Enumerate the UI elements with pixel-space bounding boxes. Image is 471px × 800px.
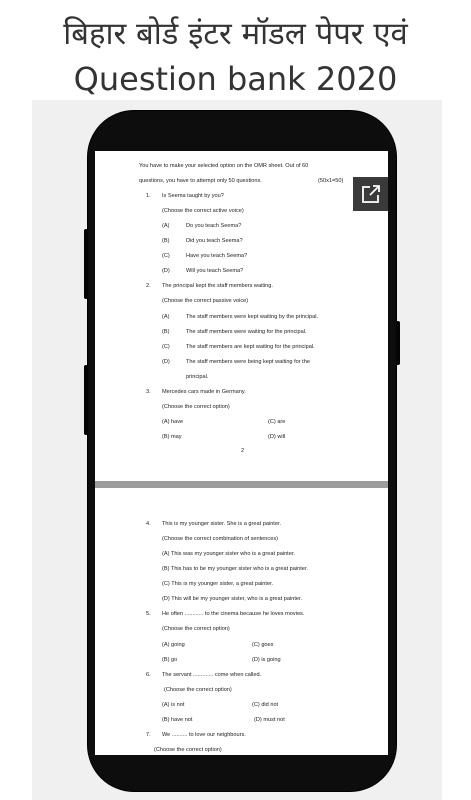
option-text: Did you teach Seema? [186,238,243,244]
option-key: (B) [162,238,170,244]
marks: (50x1=50) [318,178,344,184]
option-key: (D) [162,268,170,274]
option-key: (C) [162,253,170,259]
question-text: He often ............ to the cinema because he loves movies. [162,611,305,617]
option: (C) did not [252,702,279,708]
page-number: 2 [241,448,245,454]
intro-line: You have to make your selected option on the OMR sheet. Out of 60 [139,163,309,169]
question-instruction: (Choose the correct option) [162,404,230,410]
question-number: 3. [146,389,151,395]
option-key: (D) [162,359,170,365]
option-key: (A) [162,223,170,229]
question-text: This is my younger sister. She is a great painter. [162,521,282,527]
page-separator [95,481,388,488]
option-key: (A) [162,314,170,320]
open-external-icon [353,177,388,211]
option-text: Have you teach Seema? [186,253,248,259]
question-instruction: (Choose the correct option) [154,747,222,753]
option: (A) is not [162,702,185,708]
question-instruction: (Choose the correct active voice) [162,208,244,214]
option: (D) is going [252,657,281,663]
question-text: The principal kept the staff members waiting. [162,283,273,289]
question-instruction: (Choose the correct passive voice) [162,298,249,304]
question-text: Mercedes cars made in Germany. [162,389,246,395]
option: (C) This is my younger sister, a great painter. [162,581,274,587]
question-text: Is Seema taught by you? [162,193,224,199]
option: (B) This has to be my younger sister who is a great painter. [162,566,309,572]
question-text: We .......... to love our neighbours. [162,732,246,738]
option: (B) go [162,657,178,663]
option: (A) going [162,642,185,648]
question-number: 5. [146,611,151,617]
option-key: (C) [162,344,170,350]
option-text: The staff members were waiting for the principal. [186,329,307,335]
option-text: Will you teach Seema? [186,268,244,274]
option: (D) This will be my younger sister, who is a great painter. [162,596,303,602]
option: (B) have not [162,717,193,723]
option-text: The staff members are kept waiting for the principal. [186,344,315,350]
headline-hindi: बिहार बोर्ड इंटर मॉडल पेपर एवं [63,16,408,52]
option: (C) goes [252,642,274,648]
phone-power-button [396,321,400,365]
intro-line: questions, you have to attempt only 50 questions. [139,178,262,184]
question-number: 1. [146,193,151,199]
headline [0,14,471,100]
question-number: 6. [146,672,151,678]
headline-english: Question bank 2020 [73,60,398,98]
option-text: The staff members were kept waiting by the principal. [186,314,319,320]
pdf-page-3 [95,488,388,755]
option: (C) are [268,419,286,425]
option: (D) must not [254,717,285,723]
phone-screen[interactable] [95,151,388,755]
phone-side-button [84,229,88,299]
question-instruction: (Choose the correct combination of sentences) [162,536,278,542]
option: (A) have [162,419,184,425]
question-text: The servant ............. come when called. [162,672,262,678]
option: (B) may [162,434,182,440]
option: (D) will [268,434,286,440]
phone-side-button [84,365,88,435]
pdf-document[interactable] [95,151,388,755]
question-instruction: (Choose the correct option) [162,626,230,632]
question-instruction: (Choose the correct option) [164,687,232,693]
question-number: 4. [146,521,151,527]
option-key: (B) [162,329,170,335]
option-text-continued: principal. [186,374,209,380]
option: (A) This was my younger sister who is a great painter. [162,551,295,557]
open-external-button[interactable] [353,177,388,211]
option-text: The staff members were being kept waiting for the [186,359,310,365]
question-number: 2. [146,283,151,289]
pdf-page-2 [95,151,388,481]
question-number: 7. [146,732,151,738]
option-text: Do you teach Seema? [186,223,242,229]
